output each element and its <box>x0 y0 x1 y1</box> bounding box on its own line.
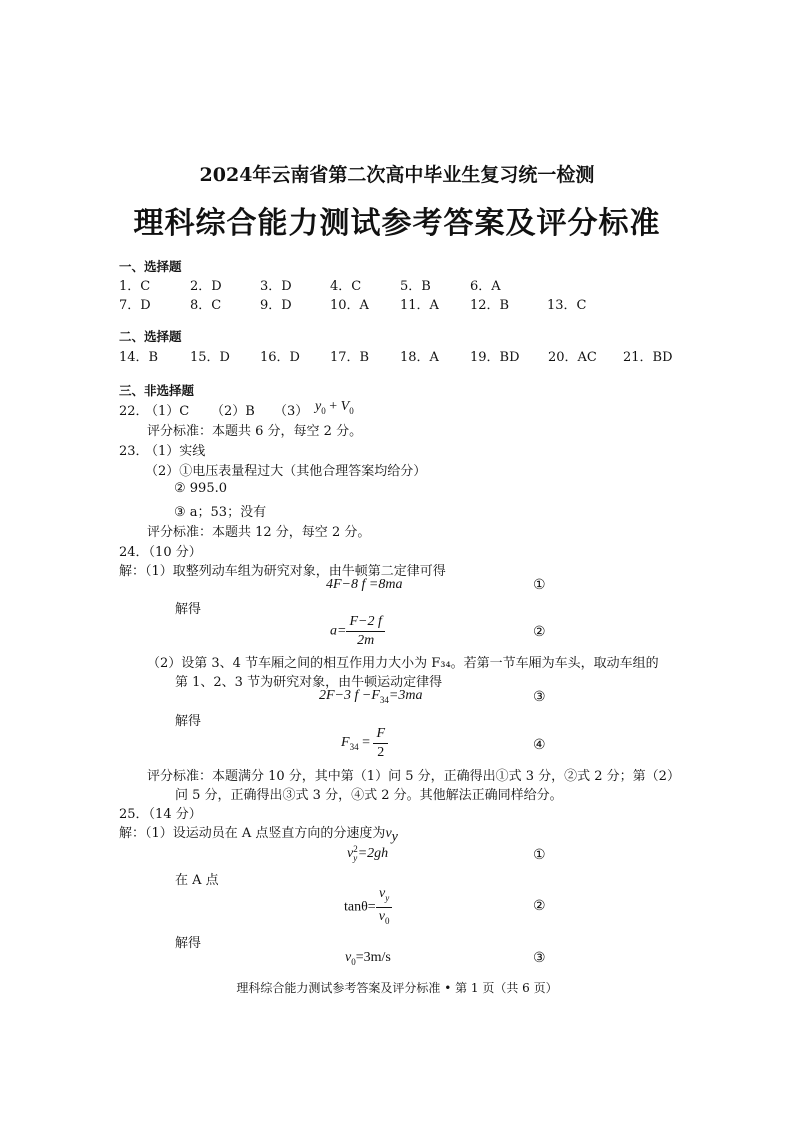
answer-item: 11．A <box>400 298 439 313</box>
q23-part1: （1）实线 <box>145 444 206 459</box>
answer-item: 20．AC <box>548 350 597 365</box>
solve-label: 解得 <box>175 602 202 617</box>
q23-part2-c: ③ a；53；没有 <box>174 505 267 520</box>
answer-item: 3．D <box>260 279 292 294</box>
answer-item: 8．C <box>190 298 222 313</box>
answer-item: 9．D <box>260 298 292 313</box>
q22-answer-line <box>119 400 519 418</box>
solve-label: 解得 <box>175 714 202 729</box>
solve-label: 解得 <box>175 936 202 951</box>
equation-marker: ③ <box>533 689 546 705</box>
answer-row-1 <box>119 275 719 293</box>
equation-marker: ③ <box>533 950 546 966</box>
answer-item: 16．D <box>260 350 300 365</box>
section-heading-choice-1: 一、选择题 <box>119 259 182 274</box>
q22-part1: （1）C <box>145 404 190 419</box>
answer-item: 7．D <box>119 298 151 313</box>
q25-equation-1: v 2 y =2gh <box>347 844 389 863</box>
q25-equation-2: tanθ= $\frac{v_y}{v_0}$ <box>344 886 392 929</box>
q24-part2-line2: 第 1、2、3 节为研究对象，由牛顿运动定律得 <box>175 675 443 690</box>
q23-part2-b: ② 995.0 <box>174 481 228 496</box>
answer-item: 15．D <box>190 350 230 365</box>
equation-marker: ② <box>533 898 546 914</box>
q24-equation-2: a= $\frac{F-2 f}{2m}$ <box>330 614 385 649</box>
section-heading-free-response: 三、非选择题 <box>119 383 195 398</box>
q25-at-point-a: 在 A 点 <box>175 873 219 888</box>
document-title: 理科综合能力测试参考答案及评分标准 <box>133 206 661 241</box>
q24-grading-line1: 评分标准：本题满分 10 分，其中第（1）问 5 分，正确得出①式 3 分，②式 2 分；第（2） <box>147 769 680 784</box>
answer-item: 21．BD <box>623 350 673 365</box>
answer-item: 13．C <box>547 298 587 313</box>
q22-part3-formula: $y_0 + V_0$ <box>315 399 354 416</box>
answer-item: 14．B <box>119 350 159 365</box>
q22-grading: 评分标准：本题共 6 分，每空 2 分。 <box>147 424 363 439</box>
page-footer: 理科综合能力测试参考答案及评分标准 • 第 1 页（共 6 页） <box>236 981 558 995</box>
question-number: 24．（10 分） <box>119 545 202 560</box>
question-number: 23． <box>119 444 149 459</box>
answer-item: 17．B <box>330 350 370 365</box>
answer-row-2 <box>119 294 719 312</box>
q24-part2-line1: （2）设第 3、4 节车厢之间的相互作用力大小为 F₃₄。若第一节车厢为车头，取动车组的 <box>147 656 659 671</box>
q22-part3: （3） <box>274 404 309 419</box>
answer-item: 10．A <box>330 298 369 313</box>
answer-item: 12．B <box>470 298 510 313</box>
question-number: 22． <box>119 404 149 419</box>
answer-item: 6．A <box>470 279 501 294</box>
answer-item: 19．BD <box>470 350 520 365</box>
q24-equation-1: 4F−8 f =8ma <box>326 577 403 592</box>
q25-equation-3: $v_0=3m/s$ <box>345 950 391 967</box>
q24-equation-4: $F_{34}$ = $\frac{F}{2}$ <box>341 726 388 761</box>
equation-marker: ④ <box>533 737 546 753</box>
q23-part2: （2）①电压表量程过大（其他合理答案均给分） <box>145 464 427 479</box>
equation-marker: ① <box>533 847 546 863</box>
answer-item: 1．C <box>119 279 151 294</box>
answer-row-3 <box>119 346 719 364</box>
q24-equation-3: 2F−3 $f -F_{34}=3ma$ <box>319 688 423 705</box>
answer-item: 2．D <box>190 279 222 294</box>
answer-item: 5．B <box>400 279 431 294</box>
q24-intro: 解：（1）取整列动车组为研究对象，由牛顿第二定律可得 <box>119 564 446 579</box>
q24-grading-line2: 问 5 分，正确得出③式 3 分，④式 2 分。其他解法正确同样给分。 <box>175 788 563 803</box>
question-number: 25．（14 分） <box>119 807 202 822</box>
equation-marker: ② <box>533 624 546 640</box>
answer-item: 4．C <box>330 279 362 294</box>
q25-intro: 解：（1）设运动员在 A 点竖直方向的分速度为$v_y$ <box>119 826 398 845</box>
exam-title: 2024年云南省第二次高中毕业生复习统一检测 <box>199 164 595 186</box>
q23-grading: 评分标准：本题共 12 分，每空 2 分。 <box>147 525 371 540</box>
q22-part2: （2）B <box>211 404 255 419</box>
section-heading-choice-2: 二、选择题 <box>119 329 182 344</box>
equation-marker: ① <box>533 577 546 593</box>
answer-item: 18．A <box>400 350 439 365</box>
